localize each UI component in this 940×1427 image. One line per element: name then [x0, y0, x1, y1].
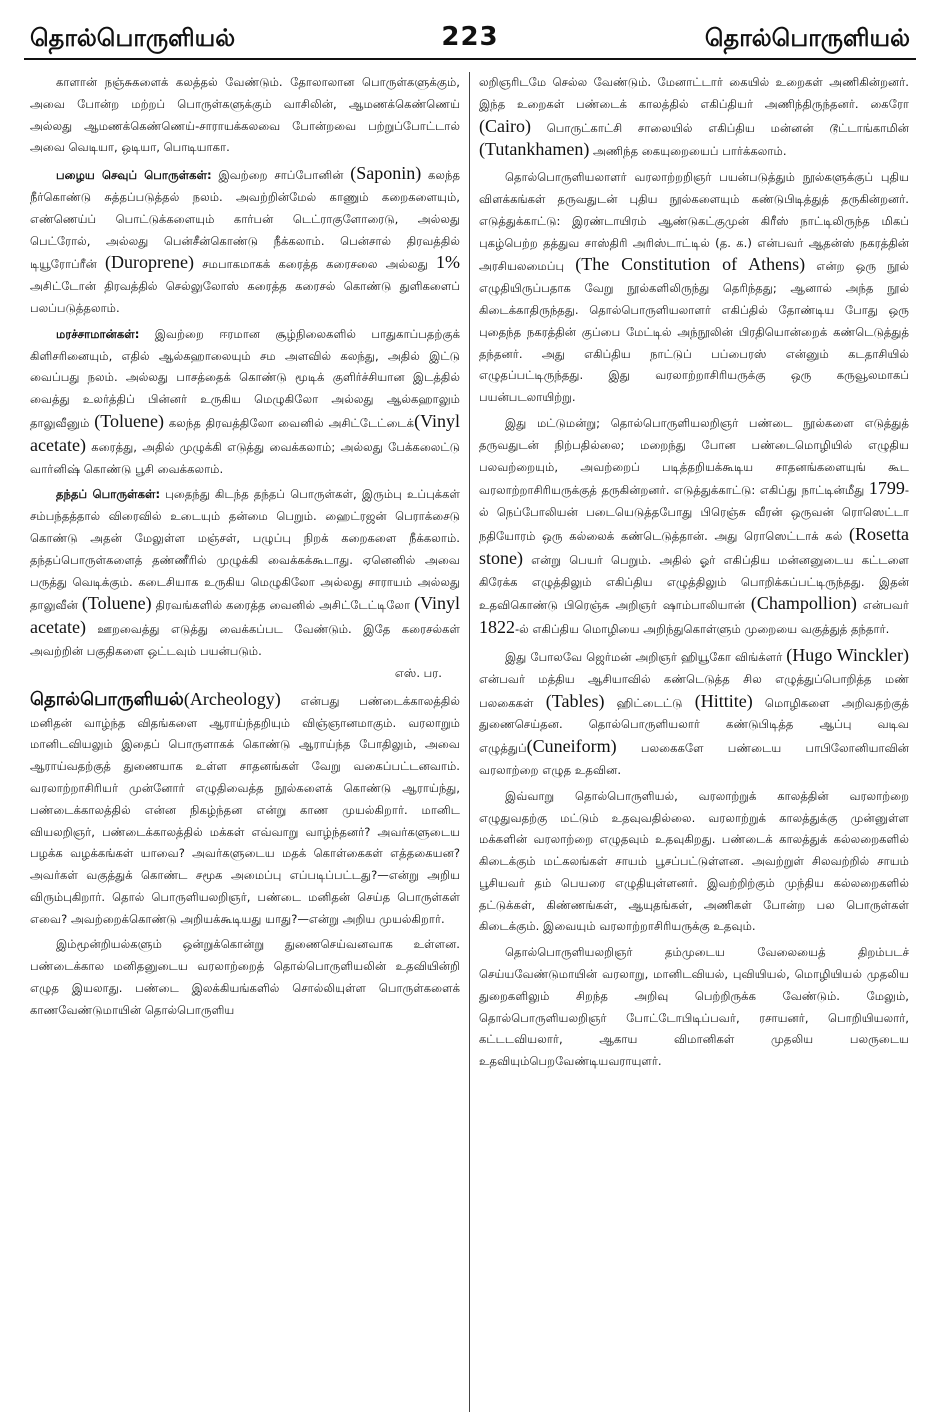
- author-signature: எஸ். பர.: [394, 665, 442, 680]
- latin-term: (Vinyl acetate): [30, 593, 460, 638]
- latin-term: 1%: [436, 252, 460, 273]
- latin-term: (Cuneiform): [526, 736, 617, 757]
- latin-term: (Champollion): [750, 593, 857, 614]
- entry-paragraph: தொல்பொருளியல்(Archeology) என்பது பண்டைக்காலத்தில் மனிதன் வாழ்ந்த விதங்களை ஆராய்ந்தறியும் விஞ்ஞானமாகும். வரலாறும் மானிடவியலும் இதைப் பொருளாகக் கொண்டு ஆராய்ந்த போதிலும், அவை ஆராய்வதற்குத் துணையாக உள்ள சாதனங்கள் வேறு வகைப்பட்டனவாம். வரலாற்றாசிரியர் முன்னோர் எழுதிவைத்த நூல்களைக் கொண்டு ஆராய்ந்து, பண்டைக்காலத்தில் என்ன நிகழ்ந்தன என்று காண முயல்கிறார். மானிட வியலறிஞர், பண்டைக்காலத்தில் மக்கள் எவ்வாறு வாழ்ந்தனர்? அவர்களுடைய பழக்க வழக்கங்கள் யாவை? அவர்களுடைய மதக் கொள்கைகள் எத்தகையன? அவர்கள் வகுத்துக் கொண்ட சமூக அமைப்பு எப்படிப்பட்டது?—என்று அறிய விரும்புகிறார். தொல் பொருளியலறிஞர், பண்டை மனிதன் செய்த பொருள்கள் எவை? அவற்றைக்கொண்டு அறியக்கூடியது யாது?—என்று அறிய முயல்கிறார்.: [30, 688, 460, 926]
- subheading: பழைய செவுப் பொருள்கள்:: [56, 168, 212, 183]
- paragraph: தொல்பொருளியலறிஞர் தம்முடைய வேலையைத் திறம்படச் செய்யவேண்டுமாயின் வரலாறு, மானிடவியல், புவியியல், மொழியியல் முதலிய துறைகளிலும் சிறந்த அறிவு பெற்றிருக்க வேண்டும். மேலும், தொல்பொருளியலறிஞர் போட்டோபிடிப்பவர், ரசாயனர், பொறியியலார், கட்டடவியலார், ஆகாய விமானிகள் முதலிய பலருடைய உதவியும்பெறவேண்டியவராயுளர்.: [479, 945, 909, 1069]
- paragraph: பழைய செவுப் பொருள்கள்: இவற்றை சாப்போனின் (Saponin) கலந்த நீர்கொண்டு சுத்தப்படுத்தல் நலம். அவற்றின்மேல் காணும் கறைகளையும், எண்ணெய்ப் பொட்டுக்களையும் கார்பன் டெட்ராகுளோரைடு, அல்லது பெட்ரோல், அல்லது பென்சீன்கொண்டு நீக்கலாம். பென்சால் திரவத்தில் டியூரோப்ரீன் (Duroprene) சமபாகமாகக் கரைத்த கரைசலை அல்லது 1% அசிட்டோன் திரவத்தில் செல்லுலோஸ் கரைத்த கரைசல் கொண்டு துளிகளைப் பலப்படுத்தலாம்.: [30, 163, 460, 315]
- paragraph: மரச்சாமான்கள்: இவற்றை ஈரமான சூழ்நிலைகளில் பாதுகாப்பதற்குக் கிளிசரினையும், எதில் ஆல்கஹாலையும் சம அளவில் கலந்து, அதில் இட்டு வைப்பது நலம். அல்லது பாசத்தைக் கொண்டு மூடிக் குளிர்ச்சியான இடத்தில் வைத்து உலர்த்திப் பின்னர் உருகிய மெழுகிலோ அல்லது ஆல்கஹாலும் தாலுவீனும் (Toluene) கலந்த திரவத்திலோ வைனில் அசிட்டேட்டைக்(Vinyl acetate) கரைத்து, அதில் முழுக்கி எடுத்து வைக்கலாம்; அல்லது பேக்கலைட்டு வார்னிஷ் கொண்டு பூசி வைக்கலாம்.: [30, 326, 460, 476]
- latin-term: (Archeology): [183, 688, 281, 709]
- entry-headword: தொல்பொருளியல்: [30, 688, 184, 710]
- latin-term: (Saponin): [350, 163, 422, 184]
- latin-term: (Toluene): [94, 410, 165, 431]
- running-head-right: தொல்பொருளியல்: [704, 24, 910, 52]
- latin-term: (Rosetta stone): [479, 523, 909, 568]
- year: 1799: [868, 478, 905, 499]
- paragraph: இம்மூன்றியல்களும் ஒன்றுக்கொன்று துணைசெய்வனவாக உள்ளன. பண்டைக்கால மனிதனுடைய வரலாற்றைத் தொல்பொருளியலின் உதவியின்றி எழுத இயலாது. பண்டை இலக்கியங்களில் சொல்லியுள்ள பொருள்களைக் காணவேண்டுமாயின் தொல்பொருளிய: [30, 937, 460, 1017]
- right-column: [479, 72, 909, 1412]
- subheading: மரச்சாமான்கள்:: [56, 326, 140, 341]
- latin-term: (Hittite): [694, 690, 753, 711]
- paragraph: லறிஞரிடமே செல்ல வேண்டும். மேனாட்டார் கையில் உறைகள் அணிகின்றனர். இந்த உறைகள் பண்டைக் காலத்தில் எகிப்தியர் அணிந்திருந்தனர். கைரோ (Cairo) பொருட்காட்சி சாலையில் எகிப்திய மன்னன் டூட்டாங்காமின் (Tutankhamen) அணிந்த கையுறையைப் பார்க்கலாம்.: [479, 75, 909, 160]
- column-divider: [469, 72, 470, 1412]
- latin-term: (Cairo): [479, 115, 531, 136]
- subheading: தந்தப் பொருள்கள்:: [56, 487, 161, 502]
- left-column: [30, 72, 460, 1412]
- latin-term: (Duroprene): [105, 252, 195, 273]
- latin-term: (Vinyl acetate): [30, 410, 460, 455]
- latin-term: (The Constitution of Athens): [575, 254, 806, 275]
- latin-term: (Tutankhamen): [479, 139, 590, 160]
- latin-term: (Tables): [545, 690, 605, 711]
- paragraph: இது போலவே ஜெர்மன் அறிஞர் ஹியூகோ விங்க்ளர் (Hugo Winckler) என்பவர் மத்திய ஆசியாவில் கண்டெடுத்த சில எழுத்துப்பொறித்த மண் பலகைகள் (Tables) ஹிட்டைட்டு (Hittite) மொழிகளை அறிவதற்குத் துணைசெய்தன. தொல்பொருளியலார் கண்டுபிடித்த ஆப்பு வடிவ எழுத்துப்(Cuneiform) பலகைகளே பண்டைய பாபிலோனியாவின் வரலாற்றை எழுத உதவின.: [479, 644, 909, 777]
- paragraph: தொல்பொருளியலாளர் வரலாற்றறிஞர் பயன்படுத்தும் நூல்களுக்குப் புதிய விளக்கங்கள் தருவதுடன் புதிய நூல்களையும் கண்டுபிடித்துத் தருகின்றனர். எடுத்துக்காட்டு: இரண்டாயிரம் ஆண்டுகட்குமுன் கிரீஸ் நாட்டிலிருந்த மிகப் புகழ்பெற்ற தத்துவ சாஸ்திரி அரிஸ்டாட்டில் (த. க.) என்பவர் ஆதன்ஸ் நகரத்தின் அரசியலமைப்பு (The Constitution of Athens) என்ற ஒரு நூல் எழுதியிருப்பதாக வேறு நூல்களிலிருந்து தெரிந்தது; ஆனால் அந்த நூல் கிடைக்காதிருந்தது. தொல்பொருளியலாளர் எகிப்தில் தோண்டிய போது ஒரு புதைந்த நகரத்தின் குப்பை மேட்டில் அந்நூலின் பிரதியொன்றைக் கண்டெடுத்துத் தந்தனர். அது எகிப்திய நாட்டுப் பப்பைரஸ் என்னும் கடதாசியில் எழுதப்பட்டிருந்தது. இது வரலாற்றாசிரியருக்கு ஒரு கருவூலமாகப் பயன்படலாயிற்று.: [479, 170, 909, 405]
- page-number: 223: [441, 22, 499, 52]
- paragraph: காளான் நஞ்சுகளைக் கலத்தல் வேண்டும். தோலாலான பொருள்களுக்கும், அவை போன்ற மற்றப் பொருள்களுக்கும் வாசிலின், ஆமணக்கெண்ணெய் அல்லது ஆமணக்கெண்ணெய்-சாராயக்கலவை போன்றவை பற்றுப்போட்டால் அவை வெடியா, ஒடியா, பொடியாகா.: [30, 75, 460, 155]
- page-header: [24, 22, 916, 60]
- paragraph: தந்தப் பொருள்கள்: புதைந்து கிடந்த தந்தப் பொருள்கள், இரும்பு உப்புக்கள் சம்பந்தத்தால் விரைவில் உடையும் தன்மை பெறும். ஹைட்ரஜன் பெராக்சைடு கொண்டு அதன் மேலுள்ள மஞ்சள், பழுப்பு நிறக் கறைகளை நீக்கலாம். தந்தப்பொருள்களைத் தண்ணீரில் முழுக்கி வைக்கக்கூடாது. ஏனெனில் அவை பருத்து வெடிக்கும். கடைசியாக உருகிய மெழுகிலோ அல்லது சாராயம் அல்லது தாலுவீன் (Toluene) திரவங்களில் கரைத்த வைனில் அசிட்டேட்டிலோ (Vinyl acetate) ஊறவைத்து எடுத்து வைக்கப்பட வேண்டும். இதே கரைசல்கள் அவற்றின் பகுதிகளை ஒட்டவும் பயன்படும்.: [30, 487, 460, 658]
- paragraph: இது மட்டுமன்று; தொல்பொருளியலறிஞர் பண்டை நூல்களை எடுத்துத் தருவதுடன் நிற்பதில்லை; மறைந்து போன பண்டைமொழியில் எழுதிய பலவற்றையும், அவற்றைப் படித்தறியக்கூடிய சாதனங்களையுங் கூட வரலாற்றாசிரியருக்குத் தருகின்றனர். எடுத்துக்காட்டு: எகிப்து நாட்டின்மீது 1799-ல் நெப்போலியன் படையெடுத்தபோது பிரெஞ்சு வீரன் ஒருவன் ரொஸெட்டா நதியோரம் ஒரு கல்லைக் கண்டெடுத்தான். அது ரொஸெட்டாக் கல் (Rosetta stone) என்று பெயர் பெறும். அதில் ஓர் எகிப்திய மன்னனுடைய கட்டளை கிரேக்க எழுத்திலும் எகிப்திய எழுத்திலும் பொறிக்கப்பட்டிருந்தது. இதன் உதவிகொண்டு பிரெஞ்சு அறிஞர் ஷாம்பாலியான் (Champollion) என்பவர் 1822-ல் எகிப்திய மொழியை அறிந்துகொள்ளும் முறையை வகுத்துத் தந்தார்.: [479, 415, 909, 638]
- latin-term: (Toluene): [81, 593, 152, 614]
- year: 1822: [479, 617, 515, 638]
- latin-term: (Hugo Winckler): [786, 644, 909, 665]
- running-head-left: தொல்பொருளியல்: [30, 24, 236, 52]
- paragraph: இவ்வாறு தொல்பொருளியல், வரலாற்றுக் காலத்தின் வரலாற்றை எழுதுவதற்கு மட்டும் உதவுவதில்லை. வரலாற்றுக் காலத்துக்கு முன்னுள்ள மக்களின் வரலாற்றை எழுதவும் உதவுகிறது. பண்டைக் காலத்துக் கல்லறைகளில் கிடைக்கும் மட்கலங்கள் சாயம் பூசப்பட்டுள்ளன. அவற்றுள் சிலவற்றில் சாயம் பூசியவர் தம் பெயரை எழுதியுள்ளனர். இவற்றிற்கும் முந்திய கல்லறைகளில் தட்டுக்கள், கிண்ணங்கள், ஆயுதங்கள், அணிகள் போன்ற பல பொருள்கள் கிடைக்கும். இவையும் வரலாற்றாசிரியருக்கு உதவும்.: [479, 788, 909, 934]
- text-columns: [30, 72, 910, 1412]
